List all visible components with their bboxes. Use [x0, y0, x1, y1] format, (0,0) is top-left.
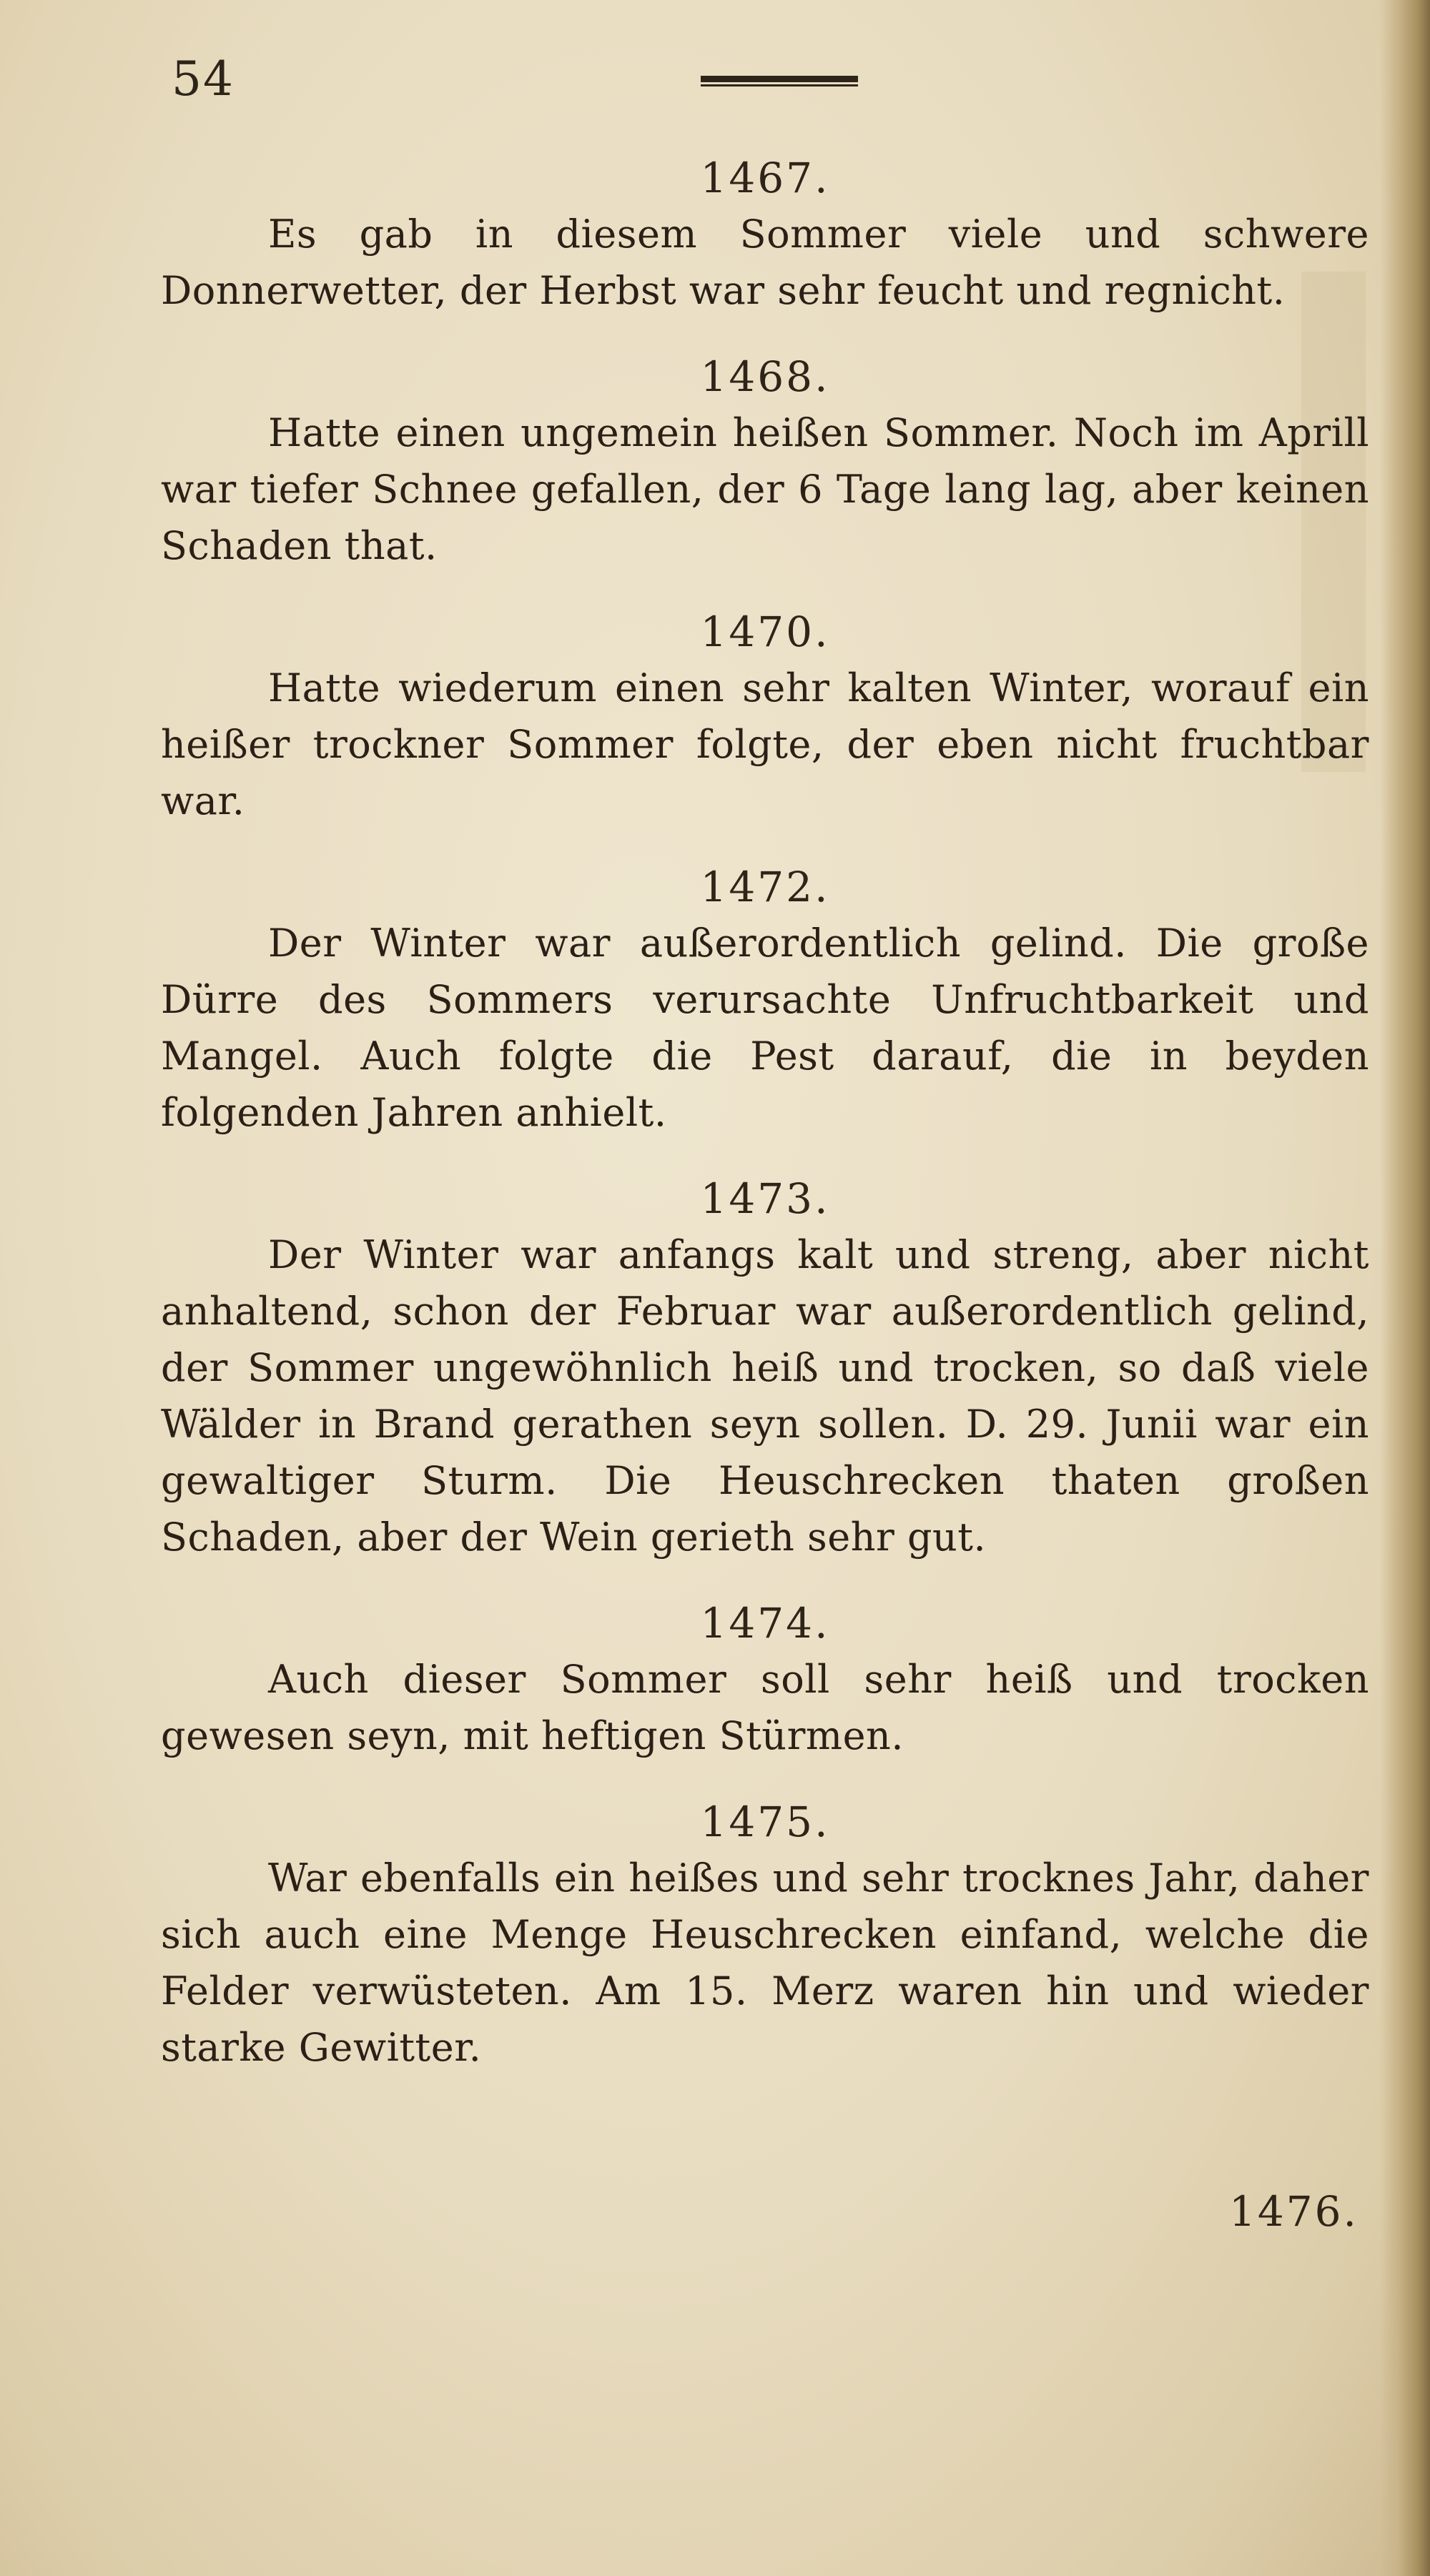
entry-1468	[161, 349, 1369, 574]
page-number: 54	[172, 51, 235, 106]
entry-text: Hatte einen ungemein heißen Sommer. Noch im Aprill war tiefer Schnee gefallen, der 6 Tage lang lag, aber keinen Schaden that.	[161, 410, 1369, 568]
entry-year: 1475.	[700, 1798, 830, 1846]
header-rule-thin-line	[701, 84, 858, 86]
entry-text: War ebenfalls ein heißes und sehr trocknes Jahr, daher sich auch eine Menge Heuschrecken einfand, welche die Felder verwüsteten. Am 15. Merz waren hin und wieder starke Gewitter.	[161, 1856, 1369, 2070]
entry-year: 1468.	[700, 352, 830, 401]
entry-1472	[161, 859, 1369, 1141]
entry-text: Der Winter war anfangs kalt und streng, aber nicht anhaltend, schon der Februar war außerordentlich gelind, der Sommer ungewöhnlich heiß und trocken, so daß viele Wälder in Brand gerathen seyn sollen. D. 29. Junii war ein gewaltiger Sturm. Die Heuschrecken thaten großen Schaden, aber der Wein gerieth sehr gut.	[161, 1232, 1369, 1560]
entry-text: Es gab in diesem Sommer viele und schwere Donnerwetter, der Herbst war sehr feucht und regnicht.	[161, 212, 1369, 313]
entry-year: 1470.	[700, 608, 830, 656]
catchword: 1476.	[1228, 2187, 1358, 2236]
chronicle-entries	[161, 150, 1369, 2106]
entry-year: 1473.	[700, 1174, 830, 1223]
entry-year: 1474.	[700, 1599, 830, 1648]
page-gutter-shadow	[1380, 0, 1430, 2576]
entry-year: 1472.	[700, 863, 830, 911]
entry-text: Der Winter war außerordentlich gelind. Die große Dürre des Sommers verursachte Unfruchtbarkeit und Mangel. Auch folgte die Pest darauf, die in beyden folgenden Jahren anhielt.	[161, 921, 1369, 1135]
header-rule-thick-line	[701, 76, 858, 82]
entry-1467	[161, 150, 1369, 319]
entry-1475	[161, 1794, 1369, 2076]
entry-1473	[161, 1171, 1369, 1565]
entry-text: Hatte wiederum einen sehr kalten Winter, worauf ein heißer trockner Sommer folgte, der eben nicht fruchtbar war.	[161, 665, 1369, 823]
entry-text: Auch dieser Sommer soll sehr heiß und trocken gewesen seyn, mit heftigen Stürmen.	[161, 1657, 1369, 1758]
entry-year: 1467.	[700, 154, 830, 202]
entry-1474	[161, 1595, 1369, 1764]
entry-1470	[161, 604, 1369, 829]
header-rule	[701, 76, 858, 87]
